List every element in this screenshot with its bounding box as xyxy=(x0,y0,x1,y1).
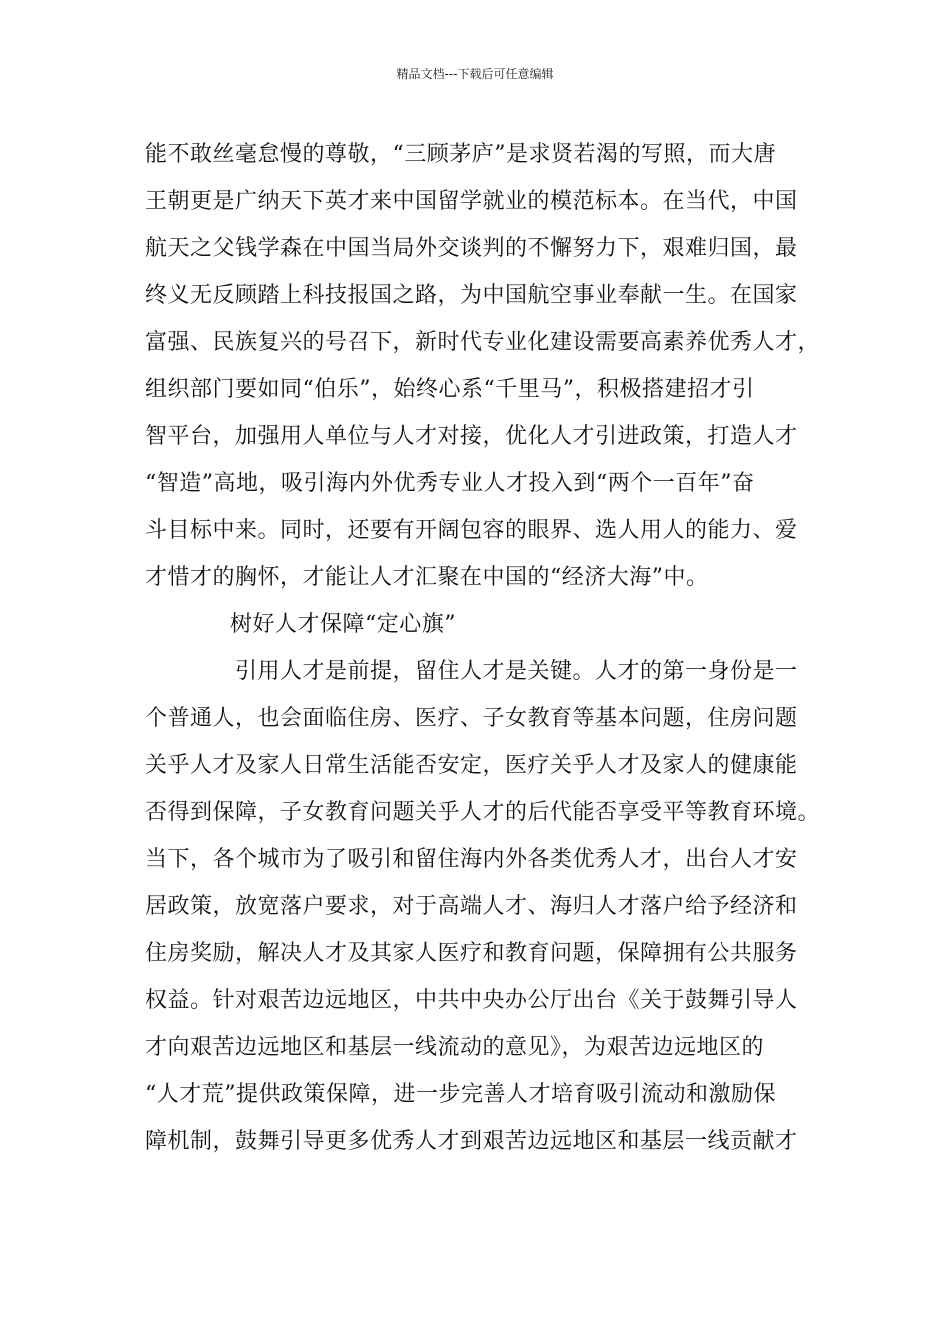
text-line: “智造”高地，吸引海内外优秀专业人才投入到“两个一百年”奋 xyxy=(145,471,755,496)
section-heading: 树好人才保障“定心旗” xyxy=(230,612,456,637)
paragraph-first-line: 引用人才是前提，留住人才是关键。人才的第一身份是一 xyxy=(235,659,798,684)
text-line: 王朝更是广纳天下英才来中国留学就业的模范标本。在当代，中国 xyxy=(145,189,798,214)
text-line: 富强、民族复兴的号召下，新时代专业化建设需要高素养优秀人才， xyxy=(145,330,821,355)
text-line: “人才荒”提供政策保障，进一步完善人才培育吸引流动和激励保 xyxy=(145,1082,776,1107)
text-line: 才向艰苦边远地区和基层一线流动的意见》，为艰苦边远地区的 xyxy=(145,1035,765,1060)
text-line: 当下，各个城市为了吸引和留住海内外各类优秀人才，出台人才安 xyxy=(145,847,798,872)
text-line: 权益。针对艰苦边远地区，中共中央办公厅出台《关于鼓舞引导人 xyxy=(145,988,798,1013)
body-text xyxy=(145,131,825,1165)
text-line: 住房奖励，解决人才及其家人医疗和教育问题，保障拥有公共服务 xyxy=(145,941,798,966)
text-line: 关乎人才及家人日常生活能否安定，医疗关乎人才及家人的健康能 xyxy=(145,753,798,778)
page-header: 精品文档---下载后可任意编辑 xyxy=(396,67,554,81)
text-line: 组织部门要如同“伯乐”，始终心系“千里马”，积极搭建招才引 xyxy=(145,377,755,402)
text-line: 才惜才的胸怀，才能让人才汇聚在中国的“经济大海”中。 xyxy=(145,565,709,590)
text-line: 航天之父钱学森在中国当局外交谈判的不懈努力下，艰难归国，最 xyxy=(145,236,798,261)
text-line: 否得到保障，子女教育问题关乎人才的后代能否享受平等教育环境。 xyxy=(145,800,821,825)
text-line: 终义无反顾踏上科技报国之路，为中国航空事业奉献一生。在国家 xyxy=(145,283,798,308)
text-line: 个普通人，也会面临住房、医疗、子女教育等基本问题，住房问题 xyxy=(145,706,798,731)
text-line: 斗目标中来。同时，还要有开阔包容的眼界、选人用人的能力、爱 xyxy=(145,518,798,543)
text-line: 居政策，放宽落户要求，对于高端人才、海归人才落户给予经济和 xyxy=(145,894,798,919)
text-line: 能不敢丝毫怠慢的尊敬，“三顾茅庐”是求贤若渴的写照，而大唐 xyxy=(145,142,776,167)
text-line: 智平台，加强用人单位与人才对接，优化人才引进政策，打造人才 xyxy=(145,424,798,449)
text-line: 障机制，鼓舞引导更多优秀人才到艰苦边远地区和基层一线贡献才 xyxy=(145,1129,798,1154)
